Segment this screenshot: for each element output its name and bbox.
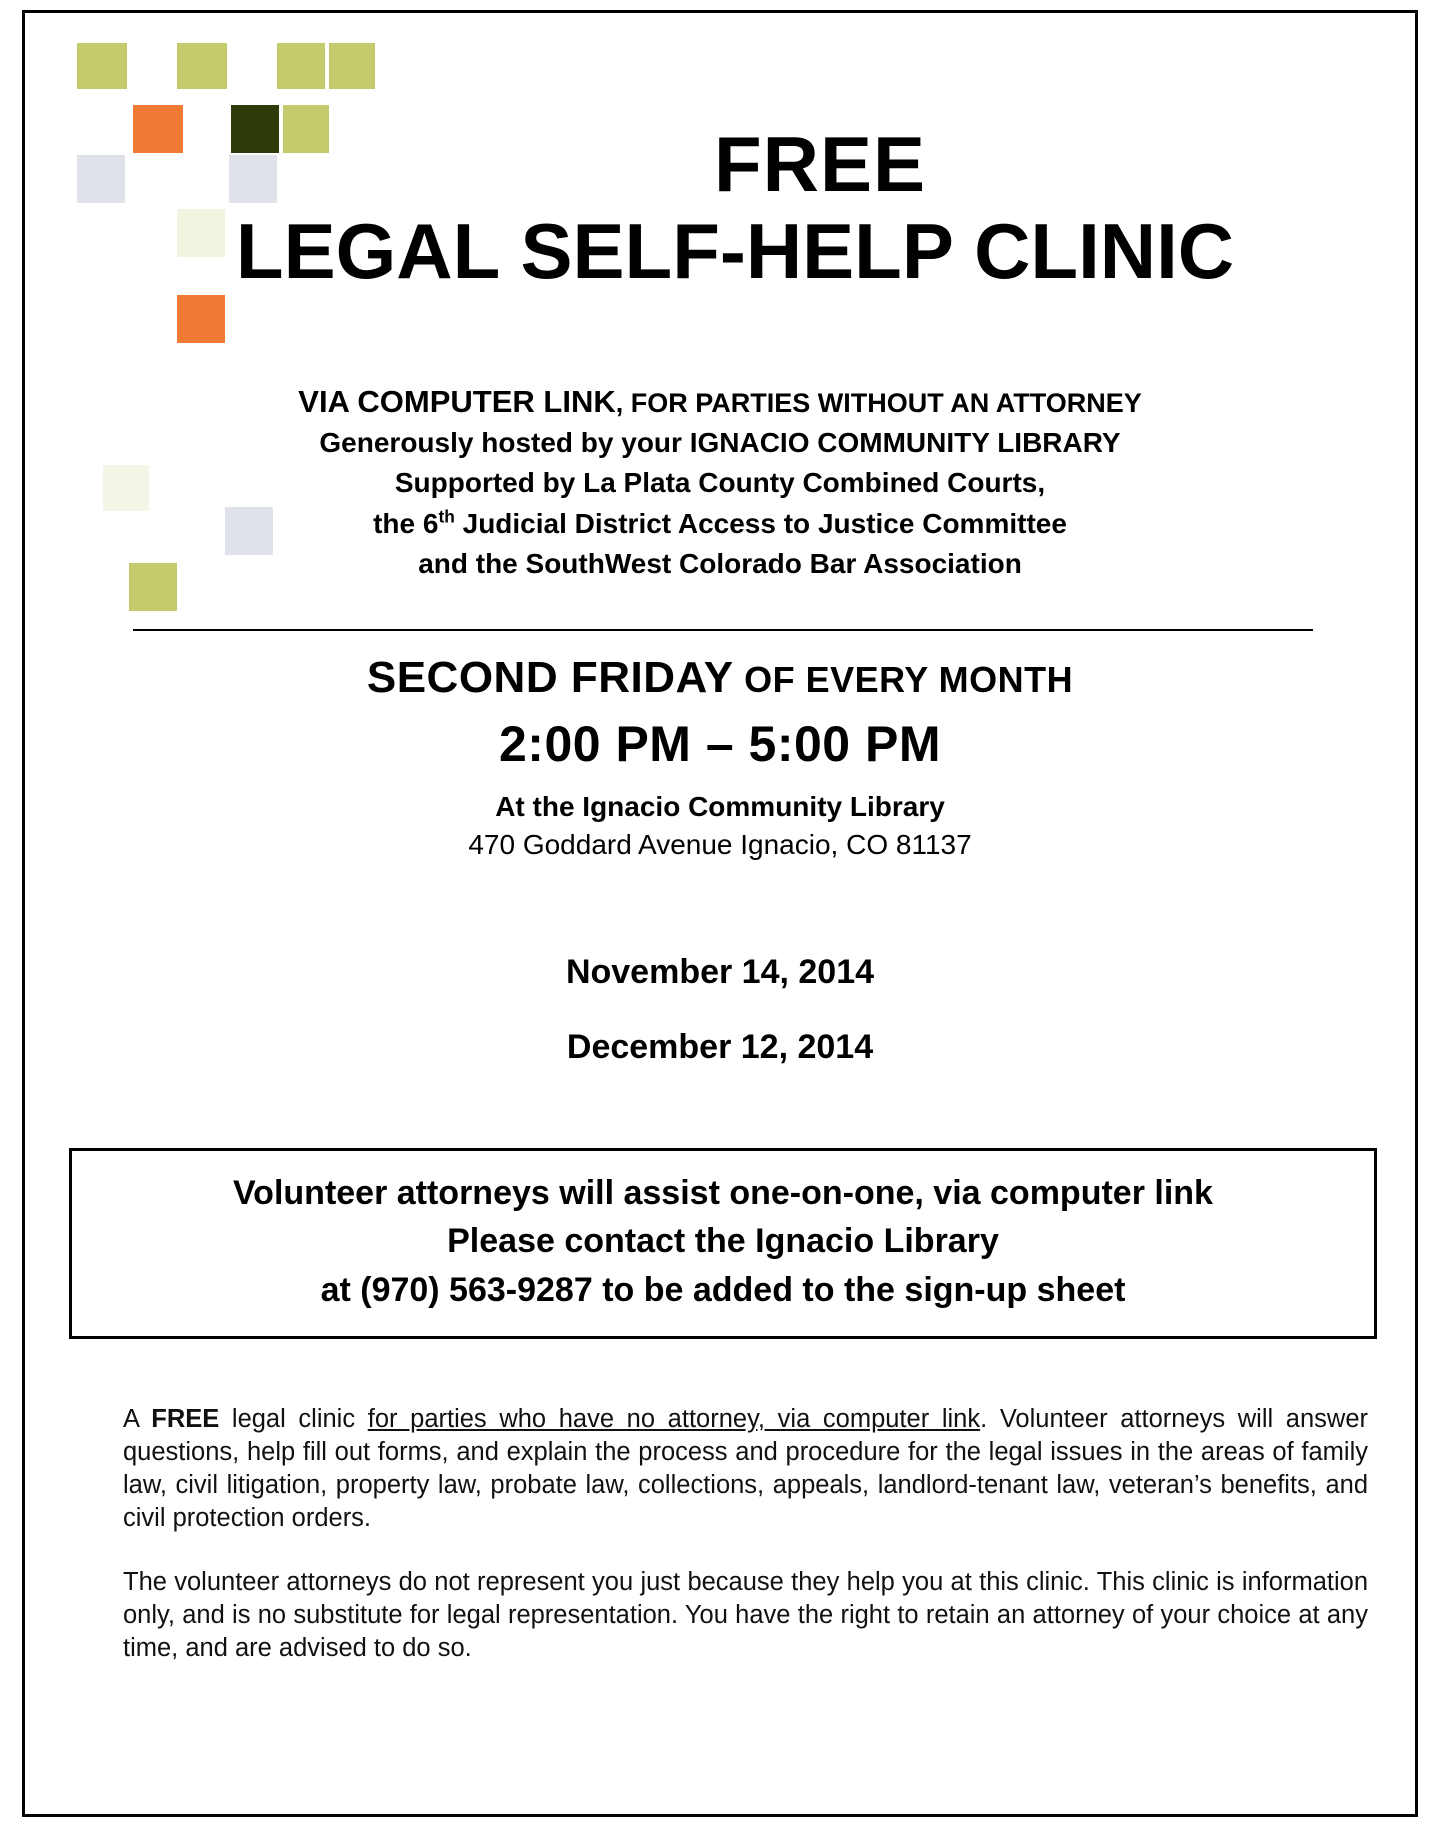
para1-part-a: A bbox=[123, 1405, 152, 1433]
flyer-sheet bbox=[22, 10, 1418, 1817]
subtitle-line-1-rest: , FOR PARTIES WITHOUT AN ATTORNEY bbox=[615, 388, 1142, 418]
headline-line-1: FREE bbox=[713, 120, 927, 208]
contact-callout-box bbox=[69, 1148, 1377, 1339]
callout-line-3: at (970) 563-9287 to be added to the sign-up sheet bbox=[320, 1270, 1126, 1309]
horizontal-divider bbox=[133, 629, 1313, 631]
venue-address: 470 Goddard Avenue Ignacio, CO 81137 bbox=[468, 829, 972, 860]
subtitle-line-1 bbox=[25, 381, 1415, 423]
schedule-day-rest: OF EVERY MONTH bbox=[733, 659, 1074, 700]
para1-bold-free: FREE bbox=[151, 1405, 220, 1433]
schedule-day bbox=[25, 653, 1415, 703]
schedule-block bbox=[25, 653, 1415, 861]
subtitle-line-4-post: Judicial District Access to Justice Committee bbox=[454, 507, 1067, 539]
square-olive-1 bbox=[77, 43, 127, 89]
subtitle-line-4-superscript: th bbox=[438, 506, 455, 527]
schedule-day-strong: SECOND FRIDAY bbox=[366, 653, 734, 702]
square-orange-2 bbox=[177, 295, 225, 343]
para1-part-b: legal clinic bbox=[219, 1405, 368, 1433]
flyer-headline bbox=[25, 120, 1415, 295]
square-olive-2 bbox=[177, 43, 227, 89]
subtitle-via-computer-link: VIA COMPUTER LINK bbox=[298, 384, 616, 419]
body-paragraph-1 bbox=[123, 1403, 1368, 1536]
square-olive-4 bbox=[329, 43, 375, 89]
dates-list bbox=[25, 953, 1415, 1103]
square-olive-3 bbox=[277, 43, 325, 89]
callout-line-1: Volunteer attorneys will assist one-on-one, via computer link bbox=[233, 1174, 1213, 1212]
subtitle-line-4 bbox=[25, 504, 1415, 545]
subtitle-line-3: Supported by La Plata County Combined Courts, bbox=[394, 467, 1046, 499]
venue-name: At the Ignacio Community Library bbox=[495, 791, 945, 822]
para1-underlined-phrase: for parties who have no attorney, via computer link bbox=[367, 1405, 981, 1433]
subtitle-line-5: and the SouthWest Colorado Bar Association bbox=[418, 548, 1022, 580]
flyer-subtitle-block bbox=[25, 381, 1415, 585]
body-paragraph-2: The volunteer attorneys do not represent you just because they help you at this clinic. This clinic is information only, and is no substitute for legal representation. You have the right to retain an attorney of your choice at any time, and are advised to do so. bbox=[123, 1567, 1368, 1662]
subtitle-line-2: Generously hosted by your IGNACIO COMMUNITY LIBRARY bbox=[319, 426, 1121, 458]
para1-part-c: . Volunteer attorneys will answer questions, help fill out forms, and explain the process and procedure for the legal issues in the areas of family law, civil litigation, property law, probate law, collections, appeals, landlord-tenant law, veteran’s benefits, and civil protection orders. bbox=[123, 1405, 1368, 1533]
date-item-2: December 12, 2014 bbox=[566, 1028, 874, 1066]
flyer-body-text bbox=[123, 1403, 1368, 1665]
date-item-1: November 14, 2014 bbox=[565, 953, 875, 991]
callout-line-2: Please contact the Ignacio Library bbox=[447, 1222, 999, 1261]
schedule-time: 2:00 PM – 5:00 PM bbox=[498, 716, 942, 772]
headline-line-2: LEGAL SELF-HELP CLINIC bbox=[235, 207, 1235, 295]
subtitle-line-4-pre: the 6 bbox=[373, 507, 439, 539]
